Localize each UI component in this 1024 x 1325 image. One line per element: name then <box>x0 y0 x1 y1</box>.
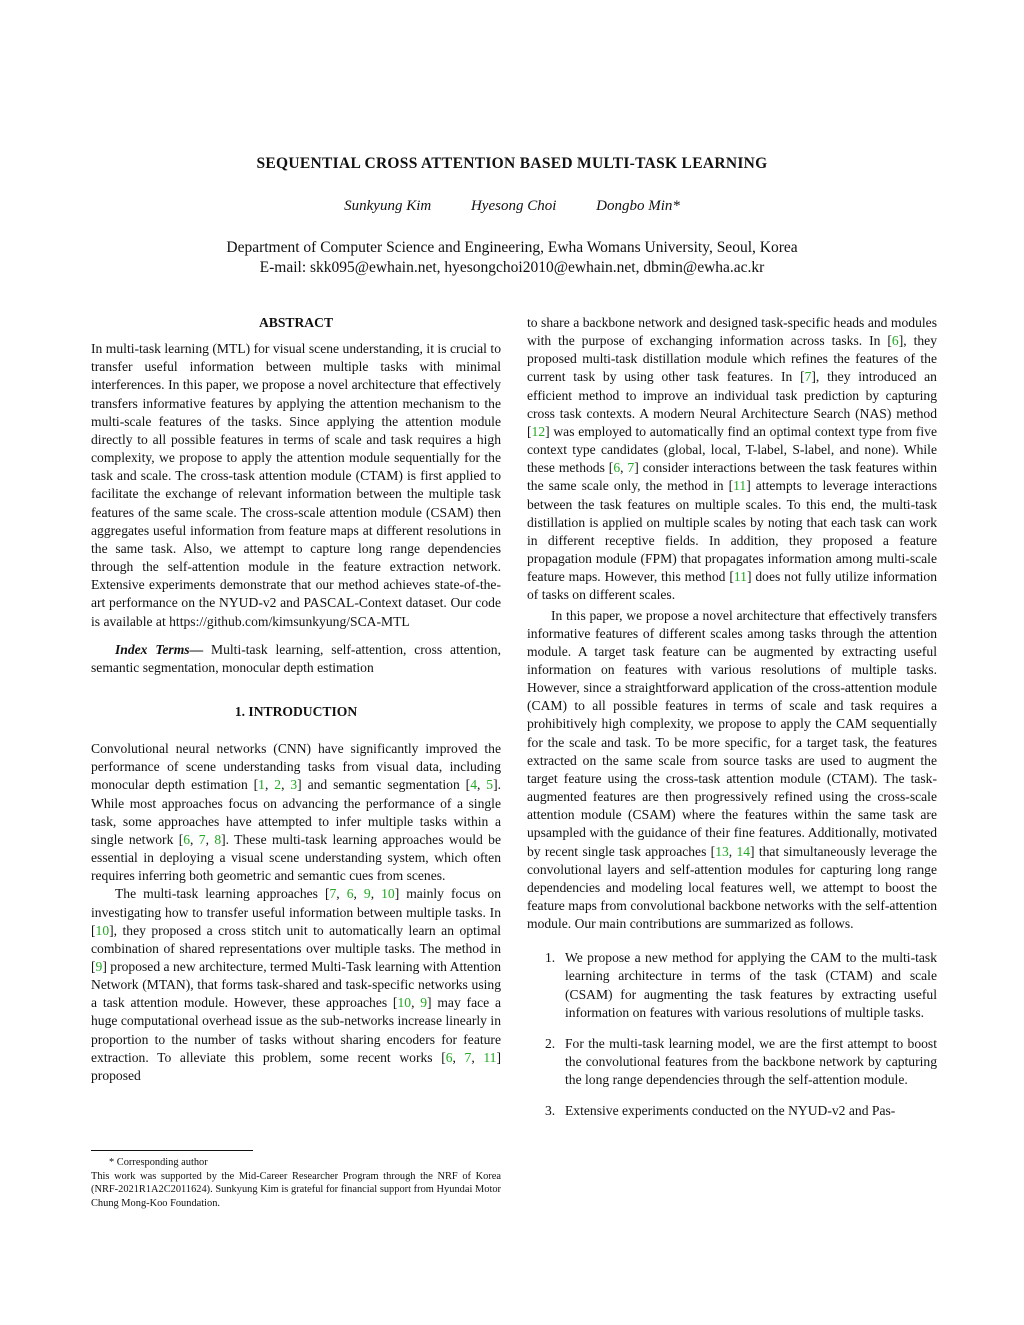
citation-link[interactable]: 14 <box>736 843 751 859</box>
citation-link[interactable]: 3 <box>290 777 298 793</box>
citation-link[interactable]: 10 <box>381 886 395 902</box>
citation-link[interactable]: 6 <box>346 886 354 902</box>
author-name: Sunkyung Kim <box>344 198 432 214</box>
citation-link[interactable]: 7 <box>198 831 206 847</box>
contributions-list <box>527 949 937 1120</box>
citation-link[interactable]: 9 <box>420 995 428 1011</box>
footnote-rule <box>91 1150 253 1151</box>
intro-paragraph-4: In this paper, we propose a novel architecture that effectively transfers informative features of different scales among tasks through the attention module. A target task feature can be augmented by extracting useful information on features with various resolutions of multiple tasks. However, since a straightforward application of the cross-attention module (CAM) to all possible features in terms of scale and task requires a prohibitively high complexity, we propose to apply the CAM sequentially for the scale and task. To be more specific, for a target task, the features extracted on the same scale from source tasks are used to augment the target feature using the cross-task attention module (CTAM). The task-augmented features are then progressively refined using the cross-scale attention module (CSAM) where the features within the same task are upsampled with the guidance of their fine features. Additionally, motivated by recent single task approaches [13, 14] that simultaneously leverage the convolutional layers and self-attention modules for capturing long range dependencies and modeling local features well, we attempt to boost the feature maps from convolutional backbone networks with the self-attention module. Our main contributions are summarized as follows. <box>527 607 937 932</box>
citation-link[interactable]: 6 <box>445 1049 453 1065</box>
citation-link[interactable]: 6 <box>891 333 899 349</box>
citation-link[interactable]: 9 <box>363 886 371 902</box>
abstract-heading: ABSTRACT <box>258 315 334 330</box>
citation-link[interactable]: 8 <box>214 831 222 847</box>
citation-link[interactable]: 7 <box>627 460 635 476</box>
item-number: 3. <box>545 1103 556 1119</box>
citation-link[interactable]: 10 <box>95 922 110 938</box>
index-terms-text: Multi-task learning, self-attention, cross attention, semantic segmentation, monocular depth estimation <box>91 641 501 675</box>
citation-link[interactable]: 9 <box>95 959 103 974</box>
citation-link[interactable]: 7 <box>464 1049 472 1065</box>
introduction-heading: 1. INTRODUCTION <box>234 703 358 719</box>
funding-note: This work was supported by the Mid-Career Researcher Program through the NRF of Korea (NRF-2021R1A2C2011624). Sunkyung Kim is grateful for financial support from Hyundai Motor Chung Mong-Koo Foundation. <box>91 1170 501 1209</box>
citation-link[interactable]: 11 <box>733 569 747 585</box>
citation-link[interactable]: 11 <box>483 1049 497 1065</box>
intro-paragraph-2: The multi-task learning approaches [7, 6, 9, 10] mainly focus on investigating how to transfer useful information between multiple tasks. In [10], they proposed a cross stitch unit to automatically learn an optimal combination of shared representations over multiple tasks. The method in [9] proposed a new architecture, termed Multi-Task learning with Attention Network (MTAN), that forms task-shared and task-specific networks using a task attention module. However, these approaches [10, 9] may face a huge computational overhead issue as the sub-networks increase linearly in proportion to the number of tasks without sharing encoders for feature extraction. To alleviate this problem, some recent works [6, 7, 11] proposed <box>91 886 502 1083</box>
footnote <box>91 1156 501 1210</box>
contribution-item <box>527 949 937 1022</box>
author-list <box>0 198 1024 215</box>
item-number: 1. <box>545 950 556 966</box>
right-column <box>527 314 937 1134</box>
index-terms <box>91 641 501 677</box>
citation-link[interactable]: 7 <box>804 369 812 385</box>
index-terms-label: Index Terms— <box>115 641 204 657</box>
intro-paragraph-3: to share a backbone network and designed task-specific heads and modules with the purpose of exchanging information across tasks. In [6], they proposed multi-task distillation module which refines the features of the current task by using other task features. In [7], they introduced an efficient method to improve an individual task prediction by capturing cross task contexts. A modern Neural Architecture Search (NAS) method [12] was employed to automatically find an optimal context type from five context type candidates (global, local, T-label, S-label, and none). While these methods [6, 7] consider interactions between the task features within the same scale only, the method in [11] attempts to leverage interactions between the task features on multiple scales. To this end, the multi-task distillation is applied on multiple scales by noting that each task can work in different receptive fields. In addition, they proposed a feature propagation module (FPM) that propagates information among multi-scale feature maps. However, this method [11] does not fully utilize information of tasks on different scales. <box>527 315 937 603</box>
item-number: 2. <box>545 1035 556 1051</box>
email-line: E-mail: skk095@ewhain.net, hyesongchoi2010@ewhain.net, dbmin@ewha.ac.kr <box>259 259 765 276</box>
citation-link[interactable]: 2 <box>274 777 282 793</box>
citation-link[interactable]: 4 <box>470 777 477 793</box>
contribution-item <box>527 1102 937 1120</box>
citation-link[interactable]: 11 <box>733 478 747 494</box>
citation-link[interactable]: 13 <box>715 843 729 859</box>
citation-link[interactable]: 12 <box>531 423 546 439</box>
author-name: Dongbo Min* <box>596 198 680 214</box>
citation-link[interactable]: 6 <box>183 831 191 847</box>
paper-title: SEQUENTIAL CROSS ATTENTION BASED MULTI-TASK LEARNING <box>256 155 768 172</box>
item-text: For the multi-task learning model, we are the first attempt to boost the convolutional features from the backbone network by capturing the long range dependencies through the self-attention module. <box>565 1035 937 1088</box>
author-name: Hyesong Choi <box>470 198 557 214</box>
item-text: We propose a new method for applying the CAM to the multi-task learning architecture in terms of the task (CTAM) and scale (CSAM) for augmenting the task features by extracting useful information on features with various resolutions of multiple tasks. <box>565 950 937 1020</box>
intro-paragraph-1: Convolutional neural networks (CNN) have significantly improved the performance of scene understanding tasks from visual data, including monocular depth estimation [1, 2, 3] and semantic segmentation [4, 5]. While most approaches focus on advancing the performance of a single task, some approaches have attempted to infer multiple tasks within a single network [6, 7, 8]. These multi-task learning approaches would be essential in deploying a visual scene understanding system, which often requires inferring both geometric and semantic cues from scenes. <box>91 741 502 884</box>
citation-link[interactable]: 10 <box>397 995 412 1011</box>
citation-link[interactable]: 6 <box>613 460 621 476</box>
affiliation: Department of Computer Science and Engineering, Ewha Womans University, Seoul, Korea <box>226 239 798 256</box>
citation-link[interactable]: 5 <box>486 777 494 793</box>
citation-link[interactable]: 7 <box>329 886 337 902</box>
citation-link[interactable]: 1 <box>258 777 265 793</box>
contribution-item <box>527 1035 937 1089</box>
affiliation-block <box>0 238 1024 278</box>
abstract-text: In multi-task learning (MTL) for visual scene understanding, it is crucial to transfer useful information between multiple tasks with minimal interferences. In this paper, we propose a novel architecture that effectively transfers informative features by applying the attention mechanism to the multi-scale features of the tasks. Since applying the attention module directly to all possible features in terms of scale and task requires a high complexity, we propose to apply the attention module sequentially for the task and scale. The cross-task attention module (CTAM) is first applied to facilitate the exchange of relevant information between the multiple task features of the same scale. The cross-scale attention module (CSAM) then aggregates useful information from feature maps at different resolutions in the same task. Also, we attempt to capture long range dependencies through the self-attention module in the feature extraction network. Extensive experiments demonstrate that our method achieves state-of-the-art performance on the NYUD-v2 and PASCAL-Context dataset. Our code is available at https://github.com/kimsunkyung/SCA-MTL <box>91 341 501 629</box>
item-text: Extensive experiments conducted on the NYUD-v2 and Pas- <box>565 1103 896 1119</box>
corresponding-author-note: * Corresponding author <box>109 1157 208 1168</box>
left-column <box>91 314 501 1085</box>
